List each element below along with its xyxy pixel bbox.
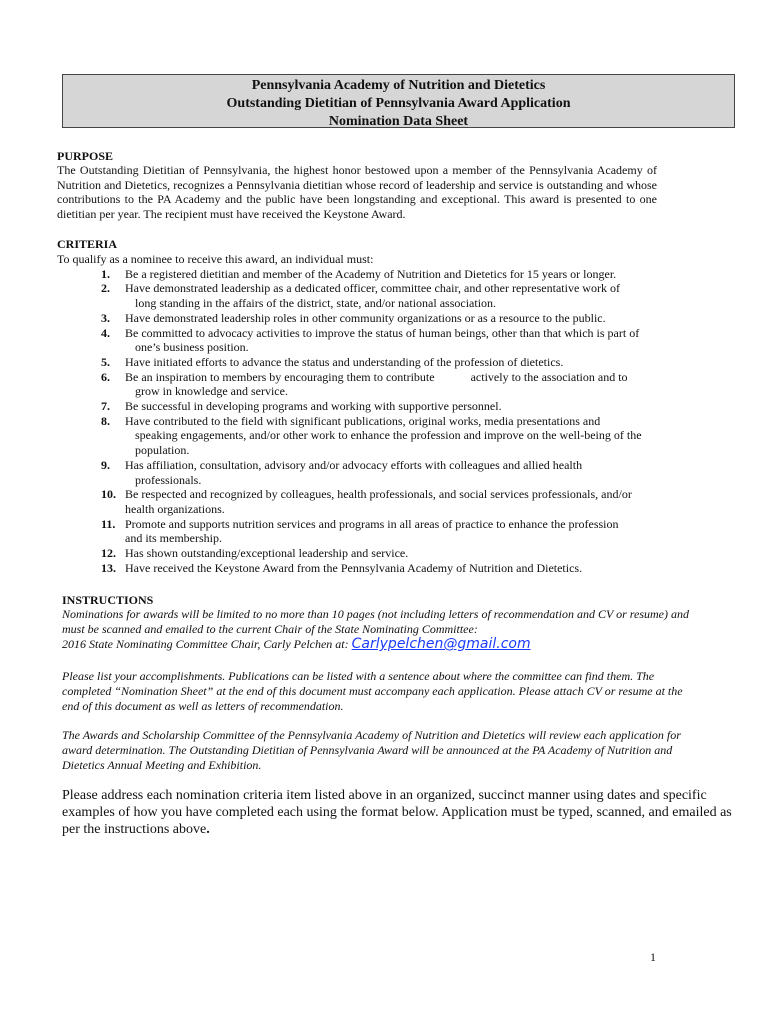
- criteria-item-text: speaking engagements, and/or other work to enhance the profession and improve on the well-being of the: [135, 428, 642, 443]
- page-number: 1: [650, 950, 656, 964]
- criteria-item-number: 12.: [101, 546, 116, 561]
- criteria-item-number: 4.: [101, 325, 110, 340]
- criteria-item-text: Be a registered dietitian and member of the Academy of Nutrition and Dietetics for 15 years or longer.: [125, 266, 617, 281]
- sheet-title: Nomination Data Sheet: [328, 114, 469, 129]
- criteria-item-text: Have demonstrated leadership roles in other community organizations or as a resource to the public.: [125, 310, 606, 325]
- criteria-item-text: Have demonstrated leadership as a dedicated officer, committee chair, and other representative work of: [125, 281, 620, 296]
- criteria-item-text: one’s business position.: [135, 340, 249, 355]
- criteria-item: [57, 414, 657, 458]
- criteria-item: [57, 326, 657, 355]
- criteria-item-text: Have contributed to the field with significant publications, original works, media presentations and: [125, 413, 601, 428]
- criteria-item-number: 8.: [101, 413, 110, 428]
- criteria-item-number: 7.: [101, 399, 110, 414]
- org-title: Pennsylvania Academy of Nutrition and Dietetics: [251, 78, 546, 93]
- award-title: Outstanding Dietitian of Pennsylvania Award Application: [226, 96, 571, 111]
- criteria-item-text: professionals.: [135, 472, 202, 487]
- closing-period: .: [206, 822, 210, 837]
- criteria-item-text: Promote and supports nutrition services and programs in all areas of practice to enhance the profession: [125, 516, 619, 531]
- instructions-p2-line: Please list your accomplishments. Publications can be listed with a sentence about where the committee can find them. The: [62, 669, 655, 683]
- closing-line: Please address each nomination criteria item listed above in an organized, succinct manner using dates and specific: [62, 788, 707, 803]
- criteria-item: [57, 267, 657, 282]
- header-box: [62, 74, 735, 128]
- criteria-item: [57, 517, 657, 546]
- instructions-p3-line: The Awards and Scholarship Committee of the Pennsylvania Academy of Nutrition and Dietetics will review each application for: [62, 728, 681, 742]
- instructions-p3-line: Dietetics Annual Meeting and Exhibition.: [62, 758, 262, 772]
- criteria-item-number: 3.: [101, 310, 110, 325]
- criteria-item-text: health organizations.: [125, 501, 225, 516]
- criteria-item: [57, 370, 657, 399]
- criteria-item-number: 11.: [101, 516, 116, 531]
- criteria-item: [57, 281, 657, 310]
- instructions-paragraph-1: [62, 607, 689, 652]
- criteria-item: [57, 399, 657, 414]
- criteria-item-text: long standing in the affairs of the district, state, and/or national association.: [135, 296, 497, 311]
- instructions-p2-line: completed “Nomination Sheet” at the end of this document must accompany each application. Please attach CV or resume at the: [62, 684, 683, 698]
- criteria-item-number: 5.: [101, 354, 110, 369]
- instructions-heading: INSTRUCTIONS: [62, 593, 154, 607]
- instructions-p1-line: [62, 637, 689, 652]
- criteria-item-text: Has shown outstanding/exceptional leadership and service.: [125, 546, 409, 561]
- criteria-item-text: Be an inspiration to members by encouraging them to contribute actively to the association and to: [125, 369, 628, 384]
- criteria-item-text: and its membership.: [125, 531, 222, 546]
- criteria-item: [57, 355, 657, 370]
- criteria-intro: To qualify as a nominee to receive this award, an individual must:: [57, 252, 374, 266]
- criteria-item: [57, 487, 657, 516]
- criteria-item-text: population.: [135, 443, 190, 458]
- criteria-item: [57, 311, 657, 326]
- closing-line-text: per the instructions above: [62, 822, 207, 837]
- instructions-p1-line: must be scanned and emailed to the current Chair of the State Nominating Committee:: [62, 622, 478, 636]
- criteria-item-number: 6.: [101, 369, 110, 384]
- criteria-item-number: 10.: [101, 487, 116, 502]
- closing-line: examples of how you have completed each using the format below. Application must be typed, scanned, and emailed as: [62, 805, 732, 820]
- instructions-paragraph-3: [62, 728, 681, 773]
- criteria-item-text: Be respected and recognized by colleagues, health professionals, and social services professionals, and/or: [125, 487, 632, 502]
- criteria-list: [57, 252, 657, 575]
- chair-contact-text: 2016 State Nominating Committee Chair, Carly Pelchen at:: [62, 637, 352, 651]
- criteria-item-number: 13.: [101, 560, 116, 575]
- purpose-text: The Outstanding Dietitian of Pennsylvania, the highest honor bestowed upon a member of the Pennsylvania Academy of Nutrition and Dietetics, recognizes a Pennsylvania dietitian whose record of leadership and service is outstanding and whose contributions to the PA Academy and the public have been longstanding and exceptional. This award is presented to one dietitian per year. The recipient must have received the Keystone Award.: [57, 163, 657, 222]
- criteria-item: [57, 546, 657, 561]
- closing-paragraph: [62, 787, 737, 838]
- purpose-heading: PURPOSE: [57, 149, 114, 163]
- criteria-item-number: 1.: [101, 266, 110, 281]
- criteria-item-text: Have initiated efforts to advance the status and understanding of the profession of dietetics.: [125, 354, 564, 369]
- instructions-p2-line: end of this document as well as letters of recommendation.: [62, 699, 344, 713]
- criteria-item-text: Has affiliation, consultation, advisory and/or advocacy efforts with colleagues and allied health: [125, 457, 583, 472]
- criteria-item-text: Be committed to advocacy activities to improve the status of human beings, other than that which is part of: [125, 325, 640, 340]
- criteria-heading: CRITERIA: [57, 237, 118, 251]
- criteria-item: [57, 561, 657, 576]
- criteria-item: [57, 458, 657, 487]
- criteria-item-text: Be successful in developing programs and working with supportive personnel.: [125, 399, 502, 414]
- criteria-item-text: grow in knowledge and service.: [135, 384, 288, 399]
- chair-email-link[interactable]: Carlypelchen@gmail.com: [351, 636, 531, 652]
- instructions-p3-line: award determination. The Outstanding Dietitian of Pennsylvania Award will be announced at the PA Academy of Nutrition and: [62, 743, 673, 757]
- criteria-item-number: 9.: [101, 457, 110, 472]
- instructions-p1-line: Nominations for awards will be limited to no more than 10 pages (not including letters of recommendation and CV or resume) and: [62, 607, 689, 621]
- instructions-paragraph-2: [62, 669, 683, 714]
- closing-line: [62, 821, 737, 838]
- criteria-item-text: Have received the Keystone Award from the Pennsylvania Academy of Nutrition and Dietetics.: [125, 560, 583, 575]
- criteria-item-number: 2.: [101, 281, 110, 296]
